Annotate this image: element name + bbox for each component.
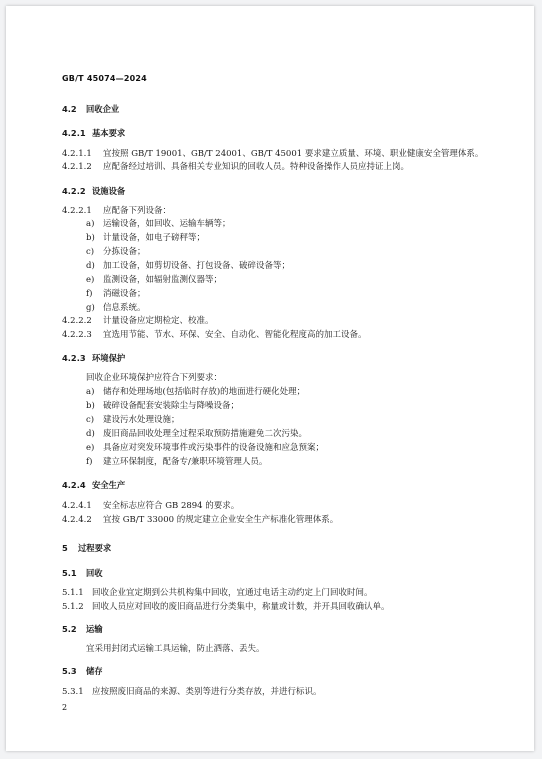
section-heading [62, 666, 103, 677]
clause-text: 回收 [86, 568, 103, 578]
text-line [86, 219, 231, 230]
clause-text: 运输 [86, 624, 103, 634]
text-line [86, 303, 146, 314]
section-heading [62, 480, 125, 491]
clause-text: 回收企业 [86, 104, 120, 114]
section-heading [62, 353, 125, 364]
clause-text: 基本要求 [92, 128, 126, 138]
document-page [6, 6, 534, 751]
clause-number: b) [86, 401, 95, 411]
text-line [62, 588, 373, 599]
text-line [62, 515, 338, 526]
clause-number: 4.2.2 [62, 186, 86, 196]
clause-text: 回收企业环境保护应符合下列要求： [86, 373, 223, 383]
text-line [86, 275, 222, 286]
section-heading [62, 104, 119, 115]
clause-number: f) [86, 457, 93, 467]
clause-number: 5.1.1 [62, 588, 84, 598]
section-heading [62, 568, 103, 579]
clause-number: 4.2.2.2 [62, 316, 92, 326]
clause-number: f) [86, 289, 93, 299]
clause-number: 5.1.2 [62, 602, 84, 612]
clause-text: 计量设备，如电子磅秤等； [103, 233, 206, 243]
clause-text: 破碎设备配套安装除尘与降噪设备； [103, 401, 240, 411]
clause-text: 应配备下列设备： [103, 206, 172, 216]
text-line [86, 401, 239, 412]
clause-number: d) [86, 261, 95, 271]
clause-text: 消磁设备； [103, 289, 146, 299]
clause-number: 4.2.1 [62, 128, 86, 138]
clause-number: b) [86, 233, 95, 243]
clause-number: 4.2.4.2 [62, 515, 92, 525]
clause-number: g) [86, 303, 95, 313]
text-line [62, 149, 483, 160]
text-line [86, 457, 267, 468]
text-line [86, 261, 290, 272]
clause-number: c) [86, 247, 95, 257]
section-heading [62, 624, 103, 635]
clause-text: 储存 [86, 666, 103, 676]
clause-number: 4.2.4.1 [62, 501, 92, 511]
clause-text: 宜按照 GB/T 19001、GB/T 24001、GB/T 45001 要求建立质量、环境、职业健康安全管理体系。 [103, 149, 484, 159]
clause-text: 分拣设备； [103, 247, 146, 257]
clause-text: 宜采用封闭式运输工具运输，防止洒落、丢失。 [86, 644, 265, 654]
page-number: 2 [62, 703, 68, 712]
text-line [86, 373, 222, 384]
clause-text: 应按照废旧商品的来源、类别等进行分类存放，并进行标识。 [92, 687, 322, 697]
clause-text: 安全标志应符合 GB 2894 的要求。 [103, 501, 240, 511]
text-line [62, 330, 367, 341]
text-line [86, 443, 324, 454]
clause-number: 4.2.2.3 [62, 330, 92, 340]
clause-text: 过程要求 [78, 543, 112, 553]
text-line [86, 387, 305, 398]
text-line [62, 206, 171, 217]
clause-number: 5.2 [62, 624, 77, 634]
clause-text: 安全生产 [92, 480, 126, 490]
text-line [62, 602, 390, 613]
clause-text: 宜按 GB/T 33000 的规定建立企业安全生产标准化管理体系。 [103, 515, 339, 525]
clause-text: 应配备经过培训、具备相关专业知识的回收人员。特种设备操作人员应持证上岗。 [103, 162, 410, 172]
clause-text: 宜选用节能、节水、环保、安全、自动化、智能化程度高的加工设备。 [103, 330, 367, 340]
text-line [62, 687, 322, 698]
text-line [86, 415, 180, 426]
text-line [86, 247, 146, 258]
clause-number: a) [86, 219, 95, 229]
text-line [86, 289, 146, 300]
clause-text: 建立环保制度，配备专/兼职环境管理人员。 [103, 457, 268, 467]
text-line [62, 316, 214, 327]
clause-number: 5.3 [62, 666, 77, 676]
clause-number: 4.2 [62, 104, 77, 114]
text-line [86, 233, 205, 244]
clause-text: 回收企业宜定期到公共机构集中回收，宜通过电话主动约定上门回收时间。 [92, 588, 373, 598]
clause-number: e) [86, 443, 95, 453]
clause-number: 5.1 [62, 568, 77, 578]
clause-text: 加工设备，如剪切设备、打包设备、破碎设备等； [103, 261, 291, 271]
clause-text: 信息系统。 [103, 303, 146, 313]
text-line [86, 429, 307, 440]
standard-number: GB/T 45074—2024 [62, 74, 147, 83]
clause-number: c) [86, 415, 95, 425]
section-heading [62, 186, 125, 197]
text-line [62, 162, 409, 173]
clause-text: 计量设备应定期检定、校准。 [103, 316, 214, 326]
text-line [86, 644, 265, 655]
clause-text: 废旧商品回收处理全过程采取预防措施避免二次污染。 [103, 429, 308, 439]
clause-text: 设施设备 [92, 186, 126, 196]
clause-text: 具备应对突发环境事件或污染事件的设备设施和应急预案； [103, 443, 325, 453]
clause-number: 5.3.1 [62, 687, 84, 697]
clause-number: 4.2.1.2 [62, 162, 92, 172]
clause-text: 储存和处理场地(包括临时存放)的地面进行硬化处理； [103, 387, 306, 397]
clause-text: 运输设备，如回收、运输车辆等； [103, 219, 231, 229]
clause-number: 4.2.2.1 [62, 206, 92, 216]
clause-number: d) [86, 429, 95, 439]
clause-number: 5 [62, 543, 68, 553]
clause-text: 监测设备，如辐射监测仪器等； [103, 275, 223, 285]
clause-text: 回收人员应对回收的废旧商品进行分类集中，称量或计数，并开具回收确认单。 [92, 602, 390, 612]
text-line [62, 501, 239, 512]
clause-text: 环境保护 [92, 353, 126, 363]
clause-number: 4.2.1.1 [62, 149, 92, 159]
clause-number: 4.2.3 [62, 353, 86, 363]
clause-number: 4.2.4 [62, 480, 86, 490]
clause-text: 建设污水处理设施； [103, 415, 180, 425]
section-heading [62, 128, 125, 139]
section-heading [62, 543, 111, 554]
clause-number: a) [86, 387, 95, 397]
clause-number: e) [86, 275, 95, 285]
